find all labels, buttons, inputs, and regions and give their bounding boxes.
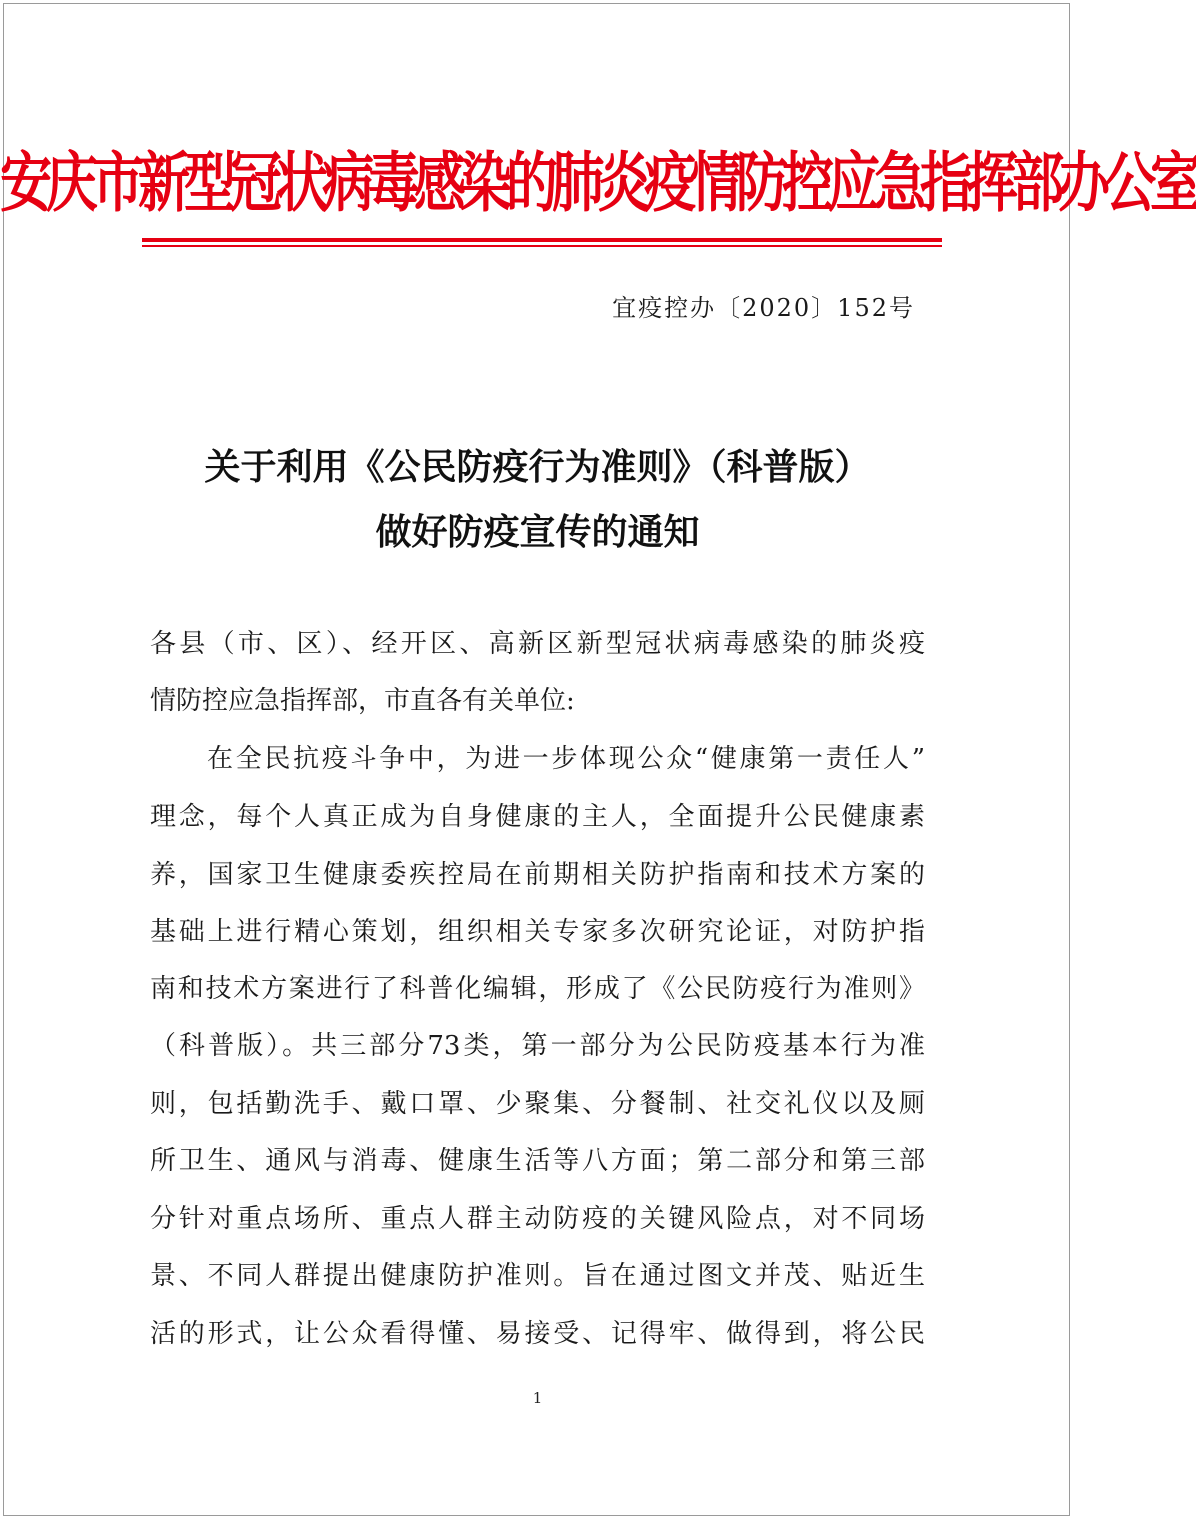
title-line-1: 关于利用《公民防疫行为准则》（科普版）: [204, 447, 871, 488]
paragraph-line-10: 景、不同人群提出健康防护准则。旨在通过图文并茂、贴近生: [150, 1261, 925, 1291]
issuer-header: 安庆市新型冠状病毒感染的肺炎疫情防控应急指挥部办公室: [0, 146, 1196, 222]
paragraph-line-5: 南和技术方案进行了科普化编辑，形成了《公民防疫行为准则》: [150, 974, 925, 1004]
paragraph-line-1: 在全民抗疫斗争中，为进一步体现公众“健康第一责任人”: [207, 744, 925, 774]
paragraph-line-4: 基础上进行精心策划，组织相关专家多次研究论证，对防护指: [150, 917, 925, 947]
document-number: 宜疫控办〔2020〕152号: [612, 294, 915, 322]
paragraph-line-3: 养，国家卫生健康委疾控局在前期相关防护指南和技术方案的: [150, 860, 925, 890]
salutation-line-2: 情防控应急指挥部，市直各有关单位:: [150, 686, 575, 716]
paragraph-line-8: 所卫生、通风与消毒、健康生活等八方面；第二部分和第三部: [150, 1146, 925, 1176]
paragraph-line-7: 则，包括勤洗手、戴口罩、少聚集、分餐制、社交礼仪以及厕: [150, 1089, 925, 1119]
title-line-2: 做好防疫宣传的通知: [375, 512, 700, 553]
paragraph-line-11: 活的形式，让公众看得懂、易接受、记得牢、做得到，将公民: [150, 1319, 925, 1349]
paragraph-line-9: 分针对重点场所、重点人群主动防疫的关键风险点，对不同场: [150, 1204, 925, 1234]
page-number: 1: [532, 1389, 543, 1407]
paragraph-line-6: （科普版）。共三部分73类，第一部分为公民防疫基本行为准: [150, 1031, 925, 1061]
salutation-line-1: 各县（市、区）、经开区、高新区新型冠状病毒感染的肺炎疫: [150, 629, 925, 659]
paragraph-line-2: 理念，每个人真正成为自身健康的主人，全面提升公民健康素: [150, 802, 925, 832]
red-divider-thin: [142, 245, 942, 247]
red-divider-thick: [142, 238, 942, 242]
